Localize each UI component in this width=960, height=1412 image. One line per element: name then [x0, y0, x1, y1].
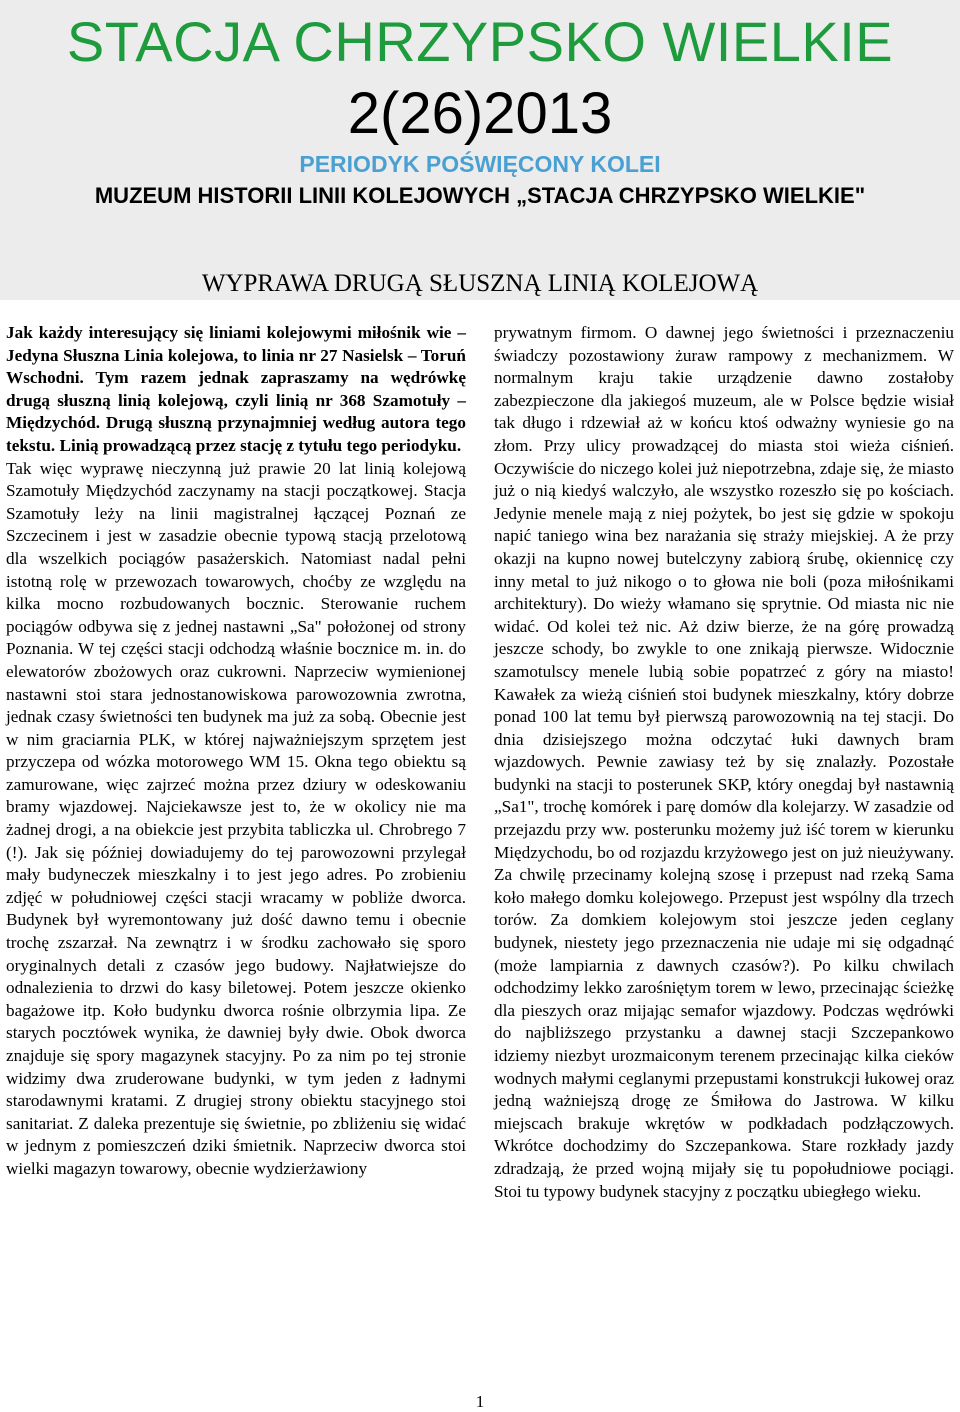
page-number: 1	[475, 1392, 485, 1411]
column-left	[6, 322, 466, 1181]
museum-name: MUZEUM HISTORII LINII KOLEJOWYCH „STACJA CHRZYPSKO WIELKIE"	[94, 183, 866, 208]
column-gutter	[480, 322, 481, 1402]
article-title: WYPRAWA DRUGĄ SŁUSZNĄ LINIĄ KOLEJOWĄ	[201, 270, 759, 297]
article-lead: Jak każdy interesujący się liniami kolejowymi miłośnik wie – Jedyna Słuszna Linia kolejowa, to linia nr 27 Nasielsk – Toruń Wschodni. Tym razem jednak zapraszamy na wędrówkę drugą słuszną linią kolejową, czyli linią nr 368 Szamotuły – Międzychód. Drugą słuszną przynajmniej według autora tego tekstu. Linią prowadzącą przez stację z tytułu tego periodyku.	[6, 323, 466, 455]
body-text-right: prywatnym firmom. O dawnej jego świetności i przeznaczeniu świadczy pozostawiony żuraw rampowy z mechanizmem. W normalnym kraju takie urządzenie dawno zostałoby zabezpieczone dla jakiegoś muzeum, ale w Polsce będzie wisiał tak długo i rdzewiał aż w końcu ktoś odważny wyniesie go na złom. Przy ulicy prowadzącej do miasta stoi wieża ciśnień. Oczywiście do niczego kolei już niepotrzebna, zdaje się, że miasto już o nią kiedyś walczyło, ale wszystko rozeszło się po kościach. Jedynie menele mają z niej pożytek, bo jest się gdzie w spokoju napić taniego wina bez narażania się straży miejskiej. A że przy okazji na kupno nowej butelczyny zabiorą śrubę, okiennicę czy inny metal to już nikogo o to głowa nie boli (poza miłośnikami architektury). Do wieży włamano się sprytnie. Od miasta nic nie widać. Od kolei też nic. Aż dziw bierze, że na górę prowadzą jeszcze schody, bo zwykle to one znikają pierwsze. Widocznie szamotulscy menele lubią sobie popatrzeć z góry na miasto! Kawałek za wieżą ciśnień stoi budynek mieszkalny, który dobrze ponad 100 lat temu był pierwszą parowozownią na tej stacji. Do dnia dzisiejszego można odczytać łuki dawnych bram wjazdowych. Pewnie zawiasy też by się znalazły. Pozostałe budynki na stacji to posterunek SKP, który onegdaj był nastawnią „Sa1", trochę komórek i parę domów dla kolejarzy. W zasadzie od przejazdu przy ww. posterunku możemy już iść torem w kierunku Międzychodu, bo od rozjazdu krzyżowego jest on już nieużywany. Za chwilę przecinamy kolejną szosę i przepust nad rzeką Sama koło małego domku kolejowego. Przepust jest wspólny dla trzech torów. Za domkiem kolejowym stoi jeszcze jeden ceglany budynek, niestety jego przeznaczenia nie udaje mi się odgadnąć (może lampiarnia z dawnych czasów?). Po kilku chwilach odchodzimy lekko zarośniętym torem w lewo, przecinając ścieżkę dla pieszych oraz mijając semafor wjazdowy. Podczas wędrówki do najbliższego przystanku a dawnej stacji Szczepankowo idziemy niezbyt urozmaiconym terenem przecinając kilka cieków wodnych małymi ceglanymi przepustami konstrukcji łukowej oraz jedną ważniejszą drogę ze Śmiłowa do Jastrowa. W kilku miejscach brakuje wkrętów w podkładach podzłączowych. Wkrótce dochodzimy do Szczepankowa. Stare rozkłady jazdy zdradzają, że przed wojną mijały się tu popołudniowe pociągi. Stoi tu typowy budynek stacyjny z początku ubiegłego wieku.	[494, 323, 954, 1201]
masthead	[0, 0, 960, 300]
body-text-left: Tak więc wyprawę nieczynną już prawie 20 lat linią kolejową Szamotuły Międzychód zaczynamy na stacji początkowej. Stacja Szamotuły leży na linii magistralnej łączącej Poznań ze Szczecinem i jest w zasadzie obecnie typową stacją przelotową dla wszelkich pociągów pasażerskich. Natomiast nadal pełni istotną rolę w przewozach towarowych, choćby ze względu na kilka mocno rozbudowanych bocznic. Sterowanie ruchem pociągów odbywa się z jednej nastawni „Sa" położonej od strony Poznania. W tej części stacji odchodzą właśnie bocznice m. in. do elewatorów zbożowych oraz cukrowni. Naprzeciw wymienionej nastawni stoi stara jednostanowiskowa parowozownia zwrotna, jednak czasy świetności ten budynek ma już za sobą. Obecnie jest w nim graciarnia PLK, w której najważniejszym sprzętem jest przyczepa od wózka motorowego WM 15. Okna tego obiektu są zamurowane, więc zajrzeć można przez dziury w odeskowaniu bramy wjazdowej. Najciekawsze jest to, że w okolicy nie ma żadnej drogi, a na obiekcie jest przybita tabliczka ul. Chrobrego 7 (!). Jak się później dowiadujemy do tej parowozowni przylegał mały budyneczek mieszkalny i to jest jego adres. Po zrobieniu zdjęć w południowej części stacji wracamy w pobliże dworca. Budynek był wyremontowany już dość dawno temu i obecnie trochę zszarzał. Na zewnątrz i w środku zachowało się sporo oryginalnych detali z czasów jego budowy. Najłatwiejsze do odnalezienia to drzwi do kasy biletowej. Potem jeszcze okienko bagażowe itp. Koło budynku dworca rośnie olbrzymia lipa. Ze starych pocztówek wynika, że dawniej były dwie. Obok dworca znajduje się spory magazynek stacyjny. Po za nim po tej stronie widzimy dwa zruderowane budynki, w tym jeden z ładnymi starodawnymi kratami. Z drugiej strony obiektu stacyjnego stoi sanitariat. Z daleka prezentuje się świetnie, po zbliżeniu się widać w jednym z pomieszczeń dziki śmietnik. Naprzeciw dworca stoi wielki magazyn towarowy, obecnie wydzierżawiony	[6, 458, 466, 1178]
column-right	[494, 322, 954, 1203]
periodical-subtitle: PERIODYK POŚWIĘCONY KOLEI	[299, 151, 661, 177]
periodical-title: STACJA CHRZYPSKO WIELKIE	[66, 10, 894, 73]
issue-number: 2(26)2013	[347, 81, 613, 146]
